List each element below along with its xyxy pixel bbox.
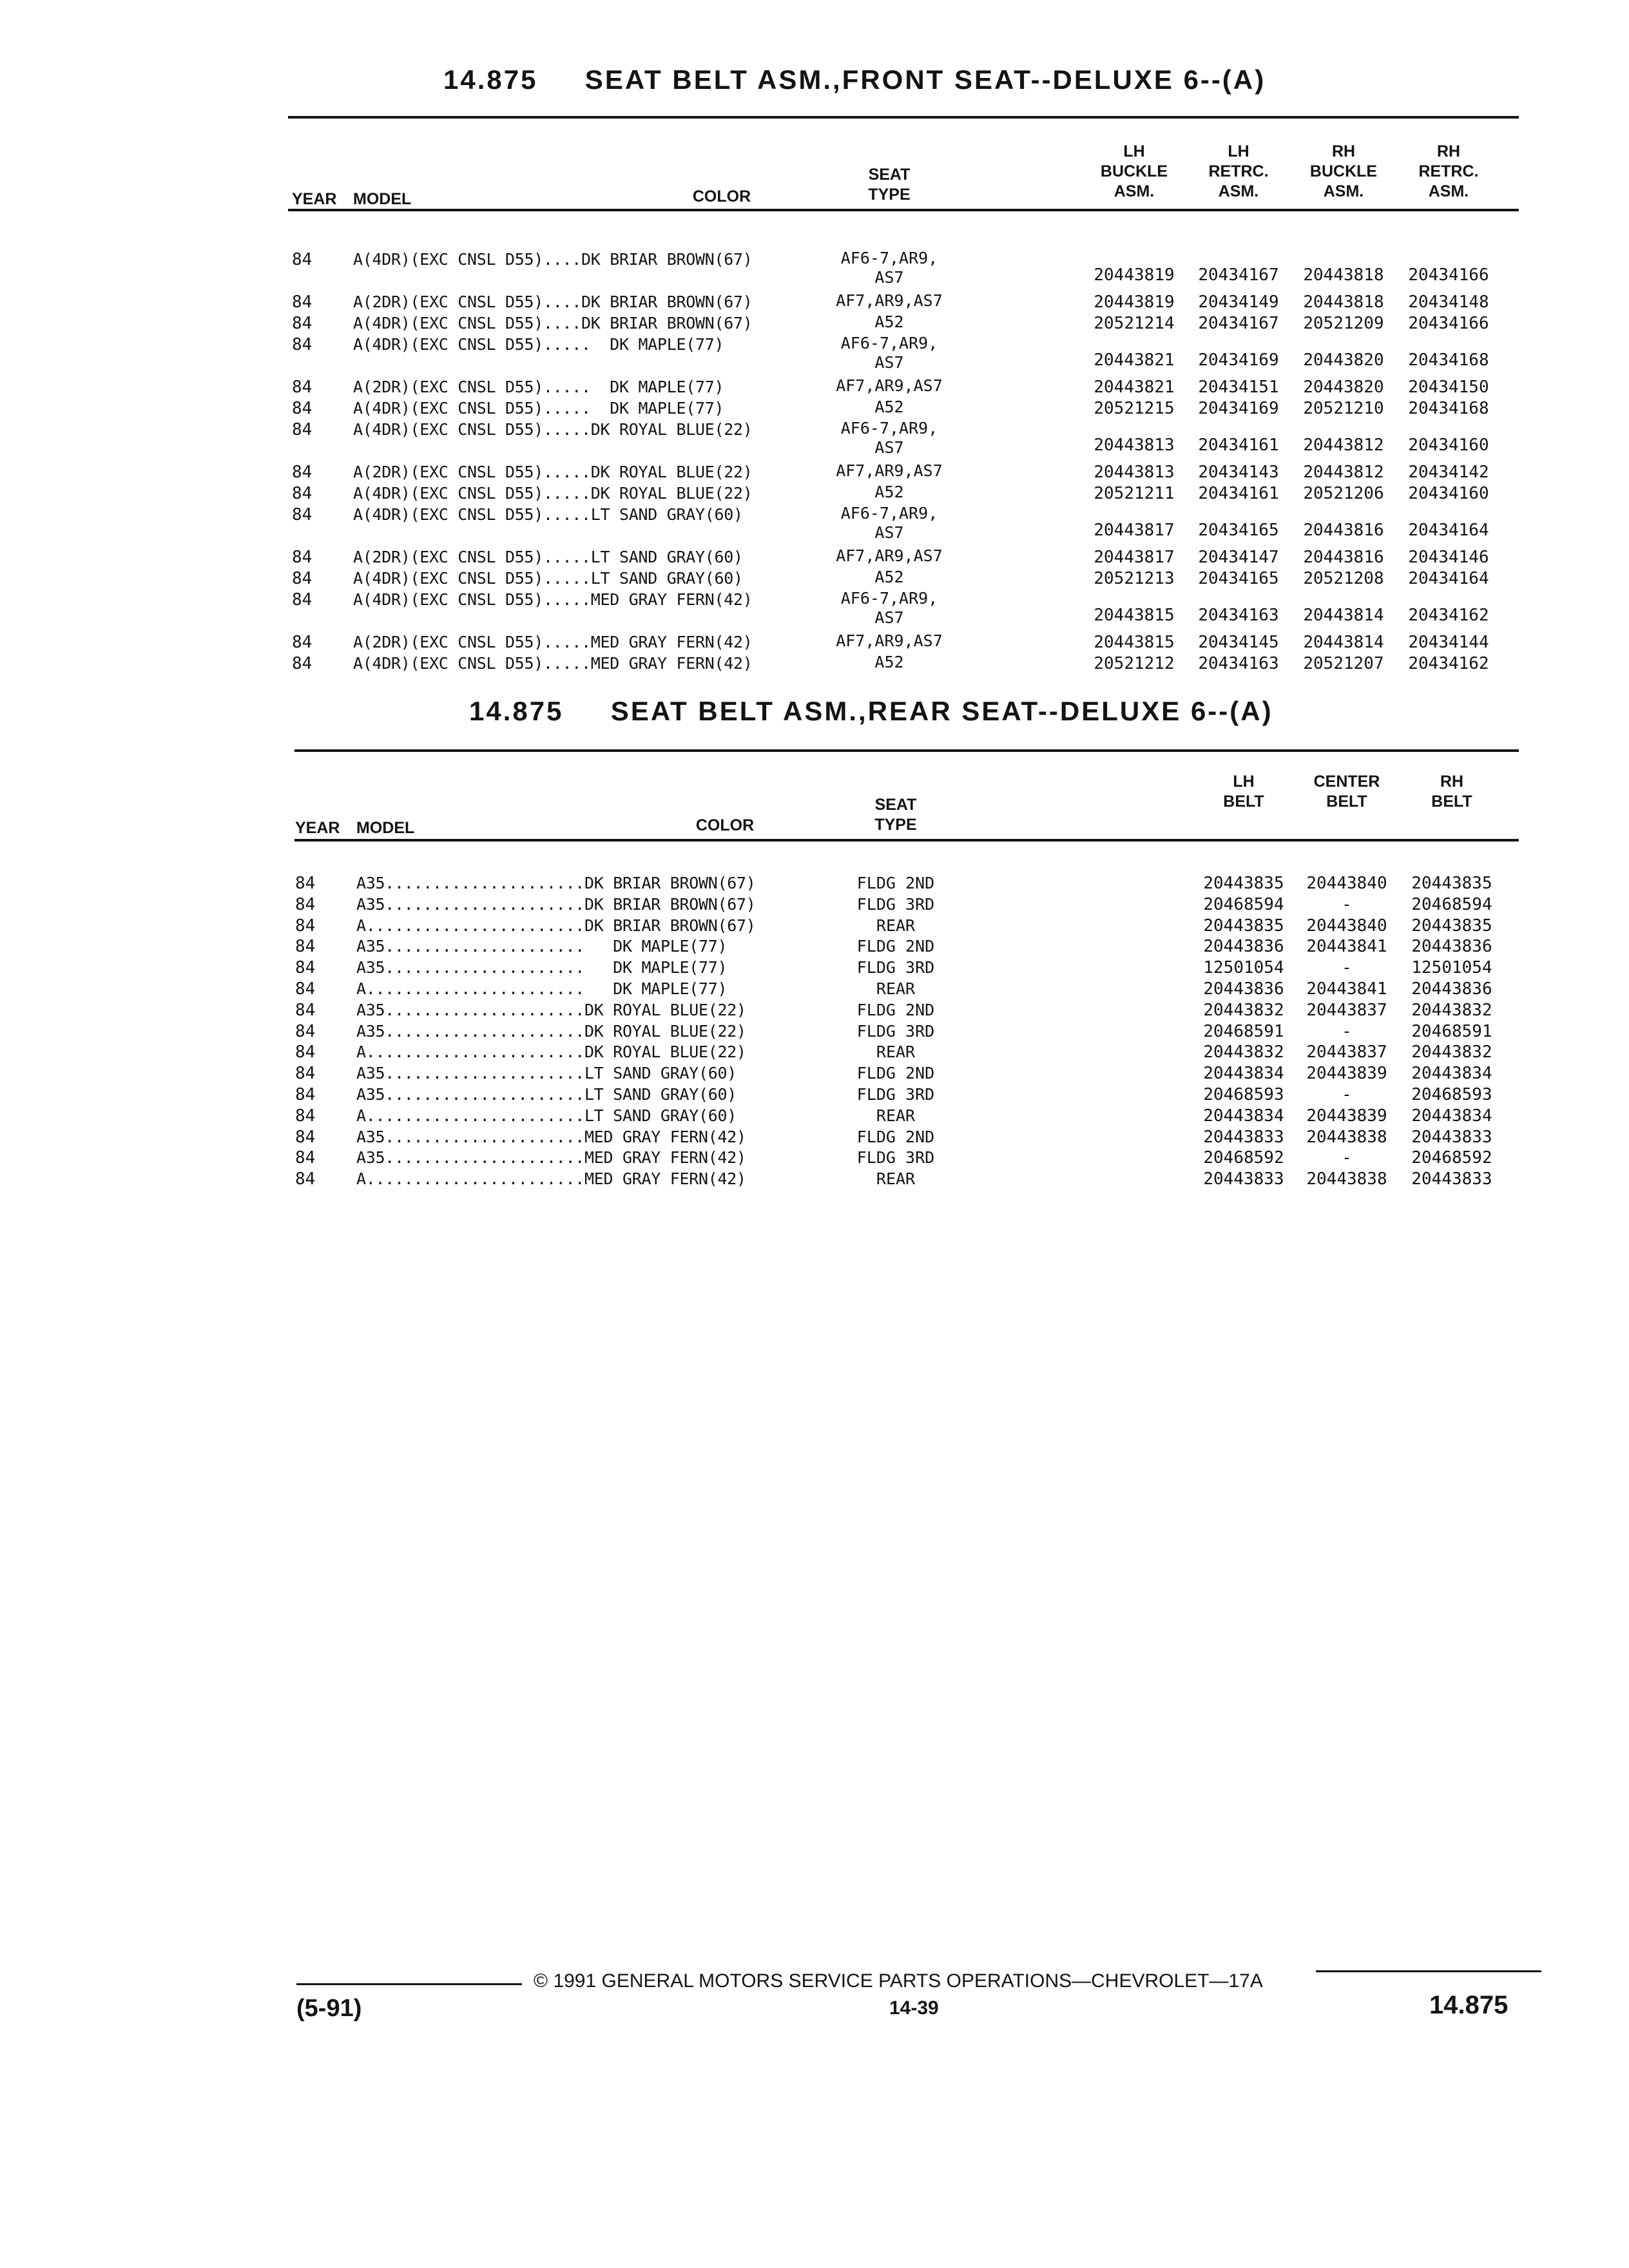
part-number-cell: 20521210 xyxy=(1303,399,1384,418)
part-number-cell: 20443814 xyxy=(1303,606,1384,625)
model-color-cell: A35.....................LT SAND GRAY(60) xyxy=(356,1064,737,1083)
part-number-cell: 20434169 xyxy=(1198,351,1279,370)
part-number-cell: 20521215 xyxy=(1094,399,1175,418)
seat-type-cell: AF7,AR9,AS7 xyxy=(836,376,943,395)
part-number-cell: 20434168 xyxy=(1408,351,1489,370)
seat-type-cell: FLDG 3RD xyxy=(856,958,935,977)
part-number-cell: 20468594 xyxy=(1411,894,1492,914)
part-number-cell: 20443836 xyxy=(1203,979,1284,999)
part-number-cell: - xyxy=(1342,958,1352,978)
part-number-cell: 20434142 xyxy=(1408,463,1489,482)
part-number-cell: 20521209 xyxy=(1303,314,1384,333)
part-number-cell: 20443833 xyxy=(1411,1127,1492,1147)
part-number-cell: 20521207 xyxy=(1303,654,1384,673)
part-number-cell: 20434167 xyxy=(1198,314,1279,333)
part-number-cell: 20443840 xyxy=(1306,916,1387,936)
seat-type-cell: A52 xyxy=(874,312,904,331)
model-color-cell: A(4DR)(EXC CNSL D55).....MED GRAY FERN(42) xyxy=(353,654,753,673)
front-header-model: MODEL xyxy=(353,190,412,208)
seat-type-cell: A52 xyxy=(874,653,904,671)
part-number-cell: 20468593 xyxy=(1411,1085,1492,1104)
part-number-cell: 20434160 xyxy=(1408,436,1489,455)
part-number-cell: 20443813 xyxy=(1094,463,1175,482)
part-number-cell: 20443821 xyxy=(1094,351,1175,370)
part-number-cell: 20434151 xyxy=(1198,378,1279,397)
model-color-cell: A(4DR)(EXC CNSL D55).....LT SAND GRAY(60) xyxy=(353,505,743,524)
rear-header-rule xyxy=(294,839,1519,841)
model-color-cell: A35.....................DK ROYAL BLUE(22) xyxy=(356,1021,746,1041)
year-cell: 84 xyxy=(295,874,316,893)
front-header-year: YEAR xyxy=(292,190,337,208)
seat-type-cell: AF6-7,AR9, AS7 xyxy=(840,249,938,287)
part-number-cell: 12501054 xyxy=(1411,958,1492,978)
part-number-cell: 20443815 xyxy=(1094,633,1175,652)
part-number-cell: 20443821 xyxy=(1094,378,1175,397)
part-number-cell: 20443836 xyxy=(1203,937,1284,957)
front-header-rh-buckle: RH BUCKLE ASM. xyxy=(1309,142,1378,200)
part-number-cell: 20434169 xyxy=(1198,399,1279,418)
year-cell: 84 xyxy=(292,548,313,567)
seat-type-cell: FLDG 3RD xyxy=(856,1085,935,1104)
part-number-cell: 20443839 xyxy=(1306,1064,1387,1084)
seat-type-cell: A52 xyxy=(874,568,904,586)
model-color-cell: A(4DR)(EXC CNSL D55)....DK BRIAR BROWN(67) xyxy=(353,250,753,269)
seat-type-cell: AF7,AR9,AS7 xyxy=(836,631,943,650)
part-number-cell: 20443838 xyxy=(1306,1127,1387,1147)
year-cell: 84 xyxy=(295,916,316,936)
rear-header-lh-belt: LH BELT xyxy=(1223,773,1264,811)
part-number-cell: 20443815 xyxy=(1094,606,1175,625)
year-cell: 84 xyxy=(292,633,313,652)
part-number-cell: 20443834 xyxy=(1411,1064,1492,1084)
seat-type-cell: AF6-7,AR9, AS7 xyxy=(840,334,938,372)
model-color-cell: A(4DR)(EXC CNSL D55).....DK ROYAL BLUE(22) xyxy=(353,420,753,439)
part-number-cell: 12501054 xyxy=(1203,958,1284,978)
part-number-cell: 20521211 xyxy=(1094,484,1175,503)
seat-type-cell: FLDG 3RD xyxy=(856,894,935,914)
part-number-cell: 20521208 xyxy=(1303,569,1384,588)
part-number-cell: 20434165 xyxy=(1198,521,1279,540)
part-number-cell: 20434148 xyxy=(1408,293,1489,312)
front-header-color: COLOR xyxy=(692,187,751,206)
part-number-cell: 20443841 xyxy=(1306,937,1387,957)
part-number-cell: 20443835 xyxy=(1411,916,1492,936)
year-cell: 84 xyxy=(292,569,313,588)
table-row xyxy=(0,589,1629,627)
rear-section-title: 14.875 SEAT BELT ASM.,REAR SEAT--DELUXE 6--(A) xyxy=(469,696,1273,726)
seat-type-cell: AF7,AR9,AS7 xyxy=(836,461,943,480)
part-number-cell: 20434161 xyxy=(1198,484,1279,503)
part-number-cell: 20434162 xyxy=(1408,606,1489,625)
part-number-cell: 20434147 xyxy=(1198,548,1279,567)
model-color-cell: A(4DR)(EXC CNSL D55)....DK BRIAR BROWN(67) xyxy=(353,314,753,332)
model-color-cell: A35.....................DK BRIAR BROWN(67) xyxy=(356,874,756,892)
front-section-title: 14.875 SEAT BELT ASM.,FRONT SEAT--DELUXE 6--(A) xyxy=(443,64,1266,95)
part-number-cell: 20434161 xyxy=(1198,436,1279,455)
part-number-cell: 20521212 xyxy=(1094,654,1175,673)
seat-type-cell: AF6-7,AR9, AS7 xyxy=(840,419,938,457)
part-number-cell: 20443832 xyxy=(1203,1043,1284,1062)
seat-type-cell: AF6-7,AR9, AS7 xyxy=(840,504,938,542)
part-number-cell: 20443837 xyxy=(1306,1000,1387,1020)
model-color-cell: A(2DR)(EXC CNSL D55).....DK ROYAL BLUE(22) xyxy=(353,463,753,481)
part-number-cell: 20443832 xyxy=(1203,1000,1284,1020)
part-number-cell: 20434145 xyxy=(1198,633,1279,652)
seat-type-cell: A52 xyxy=(874,483,904,501)
model-color-cell: A(2DR)(EXC CNSL D55).....LT SAND GRAY(60) xyxy=(353,548,743,566)
part-number-cell: 20468591 xyxy=(1203,1021,1284,1041)
part-number-cell: - xyxy=(1342,1148,1352,1168)
part-number-cell: 20443835 xyxy=(1203,916,1284,936)
year-cell: 84 xyxy=(295,1043,316,1062)
part-number-cell: 20468592 xyxy=(1203,1148,1284,1168)
part-number-cell: 20434150 xyxy=(1408,378,1489,397)
part-number-cell: 20443834 xyxy=(1203,1106,1284,1126)
part-number-cell: 20468591 xyxy=(1411,1021,1492,1041)
part-number-cell: 20443816 xyxy=(1303,521,1384,540)
footer-date-code: (5-91) xyxy=(296,1995,362,2022)
year-cell: 84 xyxy=(292,250,313,269)
model-color-cell: A(4DR)(EXC CNSL D55).....MED GRAY FERN(42) xyxy=(353,590,753,609)
table-row xyxy=(0,504,1629,542)
seat-type-cell: FLDG 3RD xyxy=(856,1148,935,1168)
year-cell: 84 xyxy=(295,1000,316,1020)
year-cell: 84 xyxy=(295,958,316,978)
part-number-cell: 20443834 xyxy=(1203,1064,1284,1084)
part-number-cell: 20521206 xyxy=(1303,484,1384,503)
table-row xyxy=(0,249,1629,287)
part-number-cell: 20443819 xyxy=(1094,293,1175,312)
footer-right-rule xyxy=(1316,1970,1541,1972)
part-number-cell: 20443835 xyxy=(1411,874,1492,893)
model-color-cell: A.......................DK BRIAR BROWN(67) xyxy=(356,916,756,935)
part-number-cell: 20443818 xyxy=(1303,265,1384,285)
model-color-cell: A35.....................DK ROYAL BLUE(22) xyxy=(356,1000,746,1019)
part-number-cell: 20434162 xyxy=(1408,654,1489,673)
year-cell: 84 xyxy=(292,293,313,312)
footer-copyright: © 1991 GENERAL MOTORS SERVICE PARTS OPERATIONS—CHEVROLET—17A xyxy=(534,1970,1263,1992)
model-color-cell: A(2DR)(EXC CNSL D55)....DK BRIAR BROWN(67) xyxy=(353,293,753,311)
model-color-cell: A....................... DK MAPLE(77) xyxy=(356,979,728,998)
part-number-cell: 20443833 xyxy=(1411,1169,1492,1189)
model-color-cell: A35.....................DK BRIAR BROWN(67) xyxy=(356,894,756,914)
part-number-cell: 20443839 xyxy=(1306,1106,1387,1126)
seat-type-cell: REAR xyxy=(876,916,916,935)
year-cell: 84 xyxy=(295,1064,316,1084)
part-number-cell: 20521214 xyxy=(1094,314,1175,333)
year-cell: 84 xyxy=(295,1148,316,1168)
part-number-cell: 20434166 xyxy=(1408,265,1489,285)
part-number-cell: 20434146 xyxy=(1408,548,1489,567)
model-color-cell: A(2DR)(EXC CNSL D55).....MED GRAY FERN(42) xyxy=(353,633,753,651)
part-number-cell: 20443819 xyxy=(1094,265,1175,285)
part-number-cell: 20443833 xyxy=(1203,1169,1284,1189)
year-cell: 84 xyxy=(292,654,313,673)
front-top-rule xyxy=(288,116,1519,119)
rear-header-center-belt: CENTER BELT xyxy=(1313,773,1380,811)
part-number-cell: 20434160 xyxy=(1408,484,1489,503)
seat-type-cell: REAR xyxy=(876,1043,916,1062)
year-cell: 84 xyxy=(295,1169,316,1189)
rear-top-rule xyxy=(294,749,1519,752)
model-color-cell: A35..................... DK MAPLE(77) xyxy=(356,958,728,977)
model-color-cell: A35.....................LT SAND GRAY(60) xyxy=(356,1085,737,1104)
footer-page-number: 14-39 xyxy=(889,1997,939,2019)
part-number-cell: 20443835 xyxy=(1203,874,1284,893)
part-number-cell: 20443834 xyxy=(1411,1106,1492,1126)
rear-header-model: MODEL xyxy=(356,819,415,837)
seat-type-cell: AF7,AR9,AS7 xyxy=(836,291,943,310)
part-number-cell: - xyxy=(1342,894,1352,914)
rear-header-rh-belt: RH BELT xyxy=(1431,773,1472,811)
model-color-cell: A(4DR)(EXC CNSL D55).....LT SAND GRAY(60) xyxy=(353,569,743,588)
part-number-cell: 20468592 xyxy=(1411,1148,1492,1168)
part-number-cell: 20443832 xyxy=(1411,1000,1492,1020)
part-number-cell: 20443812 xyxy=(1303,436,1384,455)
part-number-cell: 20443820 xyxy=(1303,351,1384,370)
front-header-lh-retrc: LH RETRC. ASM. xyxy=(1208,142,1269,200)
footer-section-number: 14.875 xyxy=(1429,1991,1509,2019)
year-cell: 84 xyxy=(295,1106,316,1126)
seat-type-cell: FLDG 3RD xyxy=(856,1021,935,1041)
rear-header-year: YEAR xyxy=(295,819,340,837)
seat-type-cell: REAR xyxy=(876,979,916,998)
front-header-rh-retrc: RH RETRC. ASM. xyxy=(1418,142,1479,200)
part-number-cell: 20468593 xyxy=(1203,1085,1284,1104)
model-color-cell: A.......................LT SAND GRAY(60) xyxy=(356,1106,737,1125)
model-color-cell: A(4DR)(EXC CNSL D55)..... DK MAPLE(77) xyxy=(353,335,724,354)
model-color-cell: A(4DR)(EXC CNSL D55)..... DK MAPLE(77) xyxy=(353,399,724,418)
part-number-cell: 20434165 xyxy=(1198,569,1279,588)
front-header-lh-buckle: LH BUCKLE ASM. xyxy=(1100,142,1168,200)
footer-left-rule xyxy=(296,1983,522,1985)
year-cell: 84 xyxy=(295,937,316,957)
part-number-cell: 20443820 xyxy=(1303,378,1384,397)
part-number-cell: 20443841 xyxy=(1306,979,1387,999)
seat-type-cell: A52 xyxy=(874,398,904,416)
part-number-cell: 20521213 xyxy=(1094,569,1175,588)
year-cell: 84 xyxy=(292,335,313,354)
year-cell: 84 xyxy=(292,505,313,524)
part-number-cell: 20434149 xyxy=(1198,293,1279,312)
part-number-cell: 20434167 xyxy=(1198,265,1279,285)
part-number-cell: 20443833 xyxy=(1203,1127,1284,1147)
part-number-cell: 20443837 xyxy=(1306,1043,1387,1062)
part-number-cell: 20443818 xyxy=(1303,293,1384,312)
front-header-seat-type: SEAT TYPE xyxy=(868,166,911,204)
part-number-cell: 20443813 xyxy=(1094,436,1175,455)
part-number-cell: 20434164 xyxy=(1408,521,1489,540)
year-cell: 84 xyxy=(292,378,313,397)
front-header-rule xyxy=(288,209,1519,211)
part-number-cell: 20434144 xyxy=(1408,633,1489,652)
part-number-cell: 20434143 xyxy=(1198,463,1279,482)
table-row xyxy=(0,334,1629,372)
part-number-cell: 20434166 xyxy=(1408,314,1489,333)
seat-type-cell: REAR xyxy=(876,1106,916,1125)
table-row xyxy=(0,654,1629,680)
seat-type-cell: AF7,AR9,AS7 xyxy=(836,546,943,565)
seat-type-cell: FLDG 2ND xyxy=(856,1127,935,1146)
model-color-cell: A35.....................MED GRAY FERN(42) xyxy=(356,1127,746,1146)
part-number-cell: 20443836 xyxy=(1411,979,1492,999)
part-number-cell: 20434163 xyxy=(1198,606,1279,625)
part-number-cell: 20443812 xyxy=(1303,463,1384,482)
year-cell: 84 xyxy=(292,484,313,503)
year-cell: 84 xyxy=(295,1085,316,1104)
year-cell: 84 xyxy=(292,420,313,439)
seat-type-cell: FLDG 2ND xyxy=(856,1000,935,1019)
year-cell: 84 xyxy=(292,463,313,482)
year-cell: 84 xyxy=(295,979,316,999)
seat-type-cell: FLDG 2ND xyxy=(856,1064,935,1083)
seat-type-cell: FLDG 2ND xyxy=(856,937,935,956)
part-number-cell: 20443832 xyxy=(1411,1043,1492,1062)
part-number-cell: 20443836 xyxy=(1411,937,1492,957)
model-color-cell: A.......................MED GRAY FERN(42) xyxy=(356,1169,746,1189)
table-row xyxy=(0,1169,1629,1195)
part-number-cell: - xyxy=(1342,1021,1352,1041)
model-color-cell: A(4DR)(EXC CNSL D55).....DK ROYAL BLUE(22) xyxy=(353,484,753,503)
model-color-cell: A35..................... DK MAPLE(77) xyxy=(356,937,728,956)
part-number-cell: 20468594 xyxy=(1203,894,1284,914)
year-cell: 84 xyxy=(295,1127,316,1147)
year-cell: 84 xyxy=(295,1021,316,1041)
part-number-cell: - xyxy=(1342,1085,1352,1104)
year-cell: 84 xyxy=(292,314,313,333)
year-cell: 84 xyxy=(292,590,313,610)
table-row xyxy=(0,419,1629,457)
seat-type-cell: FLDG 2ND xyxy=(856,874,935,892)
year-cell: 84 xyxy=(295,894,316,914)
seat-type-cell: REAR xyxy=(876,1169,916,1189)
part-number-cell: 20443814 xyxy=(1303,633,1384,652)
rear-header-seat-type: SEAT TYPE xyxy=(874,796,917,834)
model-color-cell: A(2DR)(EXC CNSL D55)..... DK MAPLE(77) xyxy=(353,378,724,396)
model-color-cell: A35.....................MED GRAY FERN(42) xyxy=(356,1148,746,1168)
part-number-cell: 20443817 xyxy=(1094,521,1175,540)
rear-header-color: COLOR xyxy=(695,816,755,834)
year-cell: 84 xyxy=(292,399,313,418)
part-number-cell: 20443840 xyxy=(1306,874,1387,893)
part-number-cell: 20434168 xyxy=(1408,399,1489,418)
part-number-cell: 20434163 xyxy=(1198,654,1279,673)
seat-type-cell: AF6-7,AR9, AS7 xyxy=(840,589,938,627)
part-number-cell: 20443816 xyxy=(1303,548,1384,567)
model-color-cell: A.......................DK ROYAL BLUE(22) xyxy=(356,1043,746,1062)
part-number-cell: 20443838 xyxy=(1306,1169,1387,1189)
part-number-cell: 20434164 xyxy=(1408,569,1489,588)
part-number-cell: 20443817 xyxy=(1094,548,1175,567)
